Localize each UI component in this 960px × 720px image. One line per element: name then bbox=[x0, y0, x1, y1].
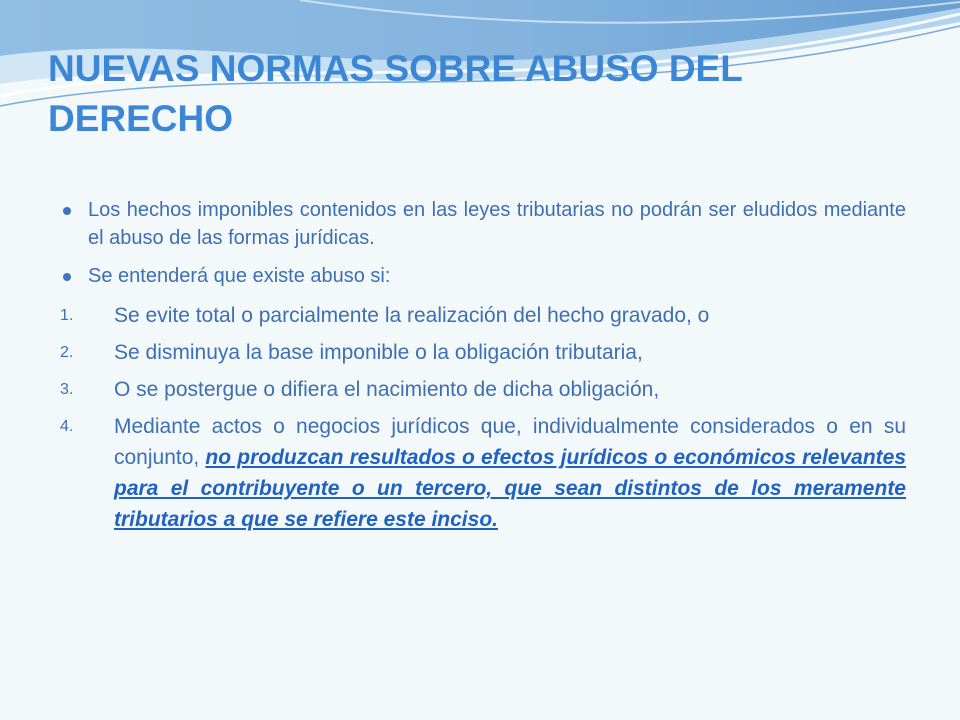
item-text: O se postergue o difiera el nacimiento de dicha obligación, bbox=[114, 378, 660, 401]
content bbox=[60, 196, 906, 541]
bullet-text: Los hechos imponibles contenidos en las leyes tributarias no podrán ser eludidos mediante el abuso de las formas jurídicas. bbox=[88, 199, 906, 249]
bullet-text: Se entenderá que existe abuso si: bbox=[88, 265, 391, 287]
item-text: Se disminuya la base imponible o la obligación tributaria, bbox=[114, 341, 643, 364]
item-text: Se evite total o parcialmente la realización del hecho gravado, o bbox=[114, 304, 710, 327]
page-title: NUEVAS NORMAS SOBRE ABUSO DEL DERECHO bbox=[48, 48, 743, 139]
numbered-item bbox=[60, 374, 906, 405]
bullet-item bbox=[60, 196, 906, 252]
numbered-item bbox=[60, 337, 906, 368]
emphasis-text: no produzcan resultados o efectos jurídicos o económicos relevantes para el contribuyente o un tercero, que sean distintos de los meramente tributarios a que se refiere este inciso. bbox=[114, 446, 906, 531]
item-text: Mediante actos o negocios jurídicos que, individualmente considerados o en su conjunto, bbox=[114, 415, 906, 469]
numbered-item bbox=[60, 300, 906, 331]
item-number: 2. bbox=[60, 344, 74, 361]
bullet-dot-icon bbox=[63, 273, 71, 281]
item-number: 4. bbox=[60, 418, 74, 435]
item-number: 1. bbox=[60, 307, 74, 324]
bullet-dot-icon bbox=[63, 207, 71, 215]
bullet-item bbox=[60, 262, 906, 290]
item-number: 3. bbox=[60, 381, 74, 398]
numbered-item bbox=[60, 411, 906, 535]
